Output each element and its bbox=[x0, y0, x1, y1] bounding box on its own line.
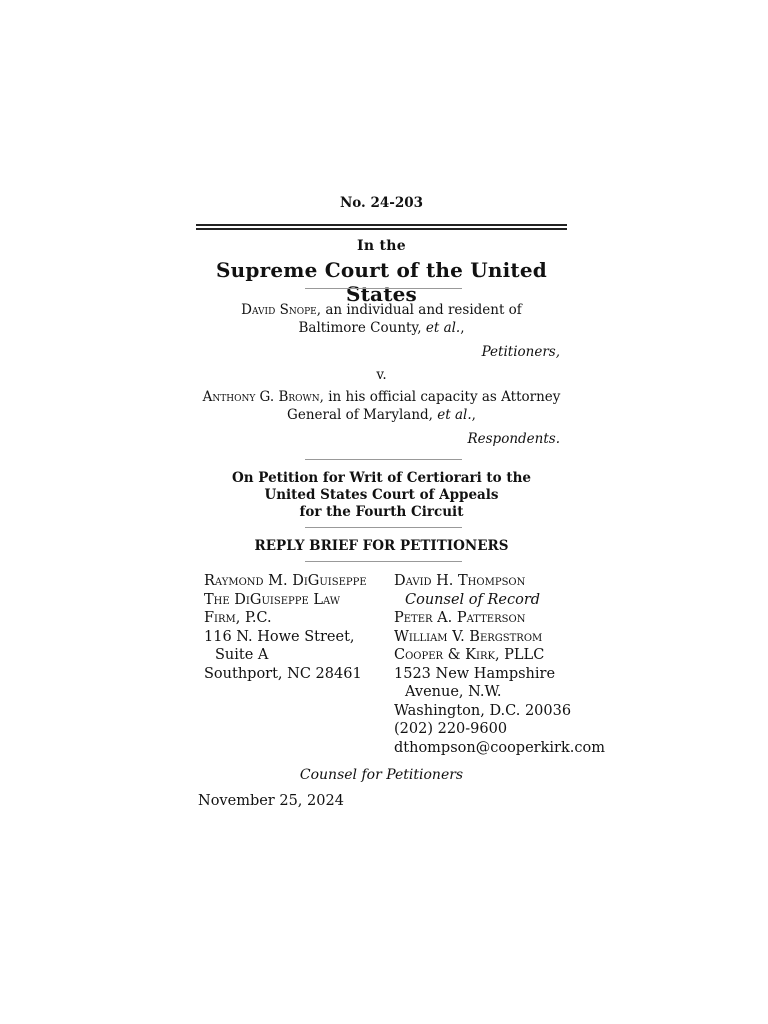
respondent-line-1 bbox=[196, 388, 567, 406]
firm-name: Cooper & Kirk, PLLC bbox=[394, 647, 545, 663]
divider-rule bbox=[305, 527, 462, 528]
counsel-right-column bbox=[394, 572, 605, 757]
respondent-line-2 bbox=[196, 406, 567, 424]
petitioner-county: Baltimore County, bbox=[298, 320, 426, 336]
filing-date: November 25, 2024 bbox=[198, 793, 344, 809]
docket-number: No. 24-203 bbox=[339, 195, 424, 211]
respondent-name: Anthony G. Brown bbox=[202, 389, 320, 405]
respondent-comma: , bbox=[471, 407, 476, 423]
address-line: Southport, NC 28461 bbox=[204, 665, 362, 682]
versus: v. bbox=[376, 367, 387, 383]
petitioner-line-1 bbox=[196, 301, 567, 319]
counsel-of-record: Counsel of Record bbox=[405, 591, 541, 608]
petitioner-name: David Snope bbox=[241, 302, 317, 318]
counsel-left-column bbox=[204, 572, 367, 683]
address-line: 1523 New Hampshire bbox=[394, 665, 556, 682]
court-name: Supreme Court of the United States bbox=[216, 258, 547, 306]
counsel-name: David H. Thompson bbox=[394, 573, 526, 589]
address-line: Washington, D.C. 20036 bbox=[394, 702, 572, 719]
respondent-et-al: et al. bbox=[437, 407, 472, 423]
address-line: Avenue, N.W. bbox=[405, 684, 502, 700]
petition-heading-line: United States Court of Appeals bbox=[264, 487, 499, 503]
petition-heading-line: for the Fourth Circuit bbox=[299, 504, 464, 520]
firm-name: Firm, P.C. bbox=[204, 610, 272, 626]
respondent-desc: , in his official capacity as Attorney bbox=[319, 389, 561, 405]
petition-heading bbox=[196, 470, 567, 521]
petition-heading-line: On Petition for Writ of Certiorari to the bbox=[232, 470, 531, 486]
petitioner-desc: , an individual and resident of bbox=[316, 302, 522, 318]
court-in-the: In the bbox=[357, 238, 406, 254]
divider-rule bbox=[305, 288, 462, 289]
counsel-name: Peter A. Patterson bbox=[394, 610, 526, 626]
email-address: dthompson@cooperkirk.com bbox=[394, 739, 605, 756]
petitioner-et-al: et al. bbox=[425, 320, 461, 336]
divider-rule bbox=[305, 459, 462, 460]
counsel-name: William V. Bergstrom bbox=[394, 628, 543, 645]
respondent-office: General of Maryland, bbox=[287, 407, 438, 423]
firm-name: The DiGuiseppe Law bbox=[204, 591, 341, 608]
respondents-role: Respondents. bbox=[467, 431, 560, 447]
counsel-for-petitioners: Counsel for Petitioners bbox=[299, 767, 464, 783]
phone-number: (202) 220-9600 bbox=[394, 721, 508, 737]
address-line: Suite A bbox=[215, 647, 269, 663]
brief-title: REPLY BRIEF FOR PETITIONERS bbox=[254, 538, 509, 554]
petitioner-comma: , bbox=[460, 320, 465, 336]
petitioner-line-2 bbox=[196, 319, 567, 337]
counsel-name: Raymond M. DiGuiseppe bbox=[204, 573, 367, 589]
address-line: 116 N. Howe Street, bbox=[204, 628, 355, 645]
petitioners-role: Petitioners, bbox=[481, 344, 560, 360]
double-rule bbox=[196, 224, 567, 230]
divider-rule bbox=[305, 561, 462, 562]
